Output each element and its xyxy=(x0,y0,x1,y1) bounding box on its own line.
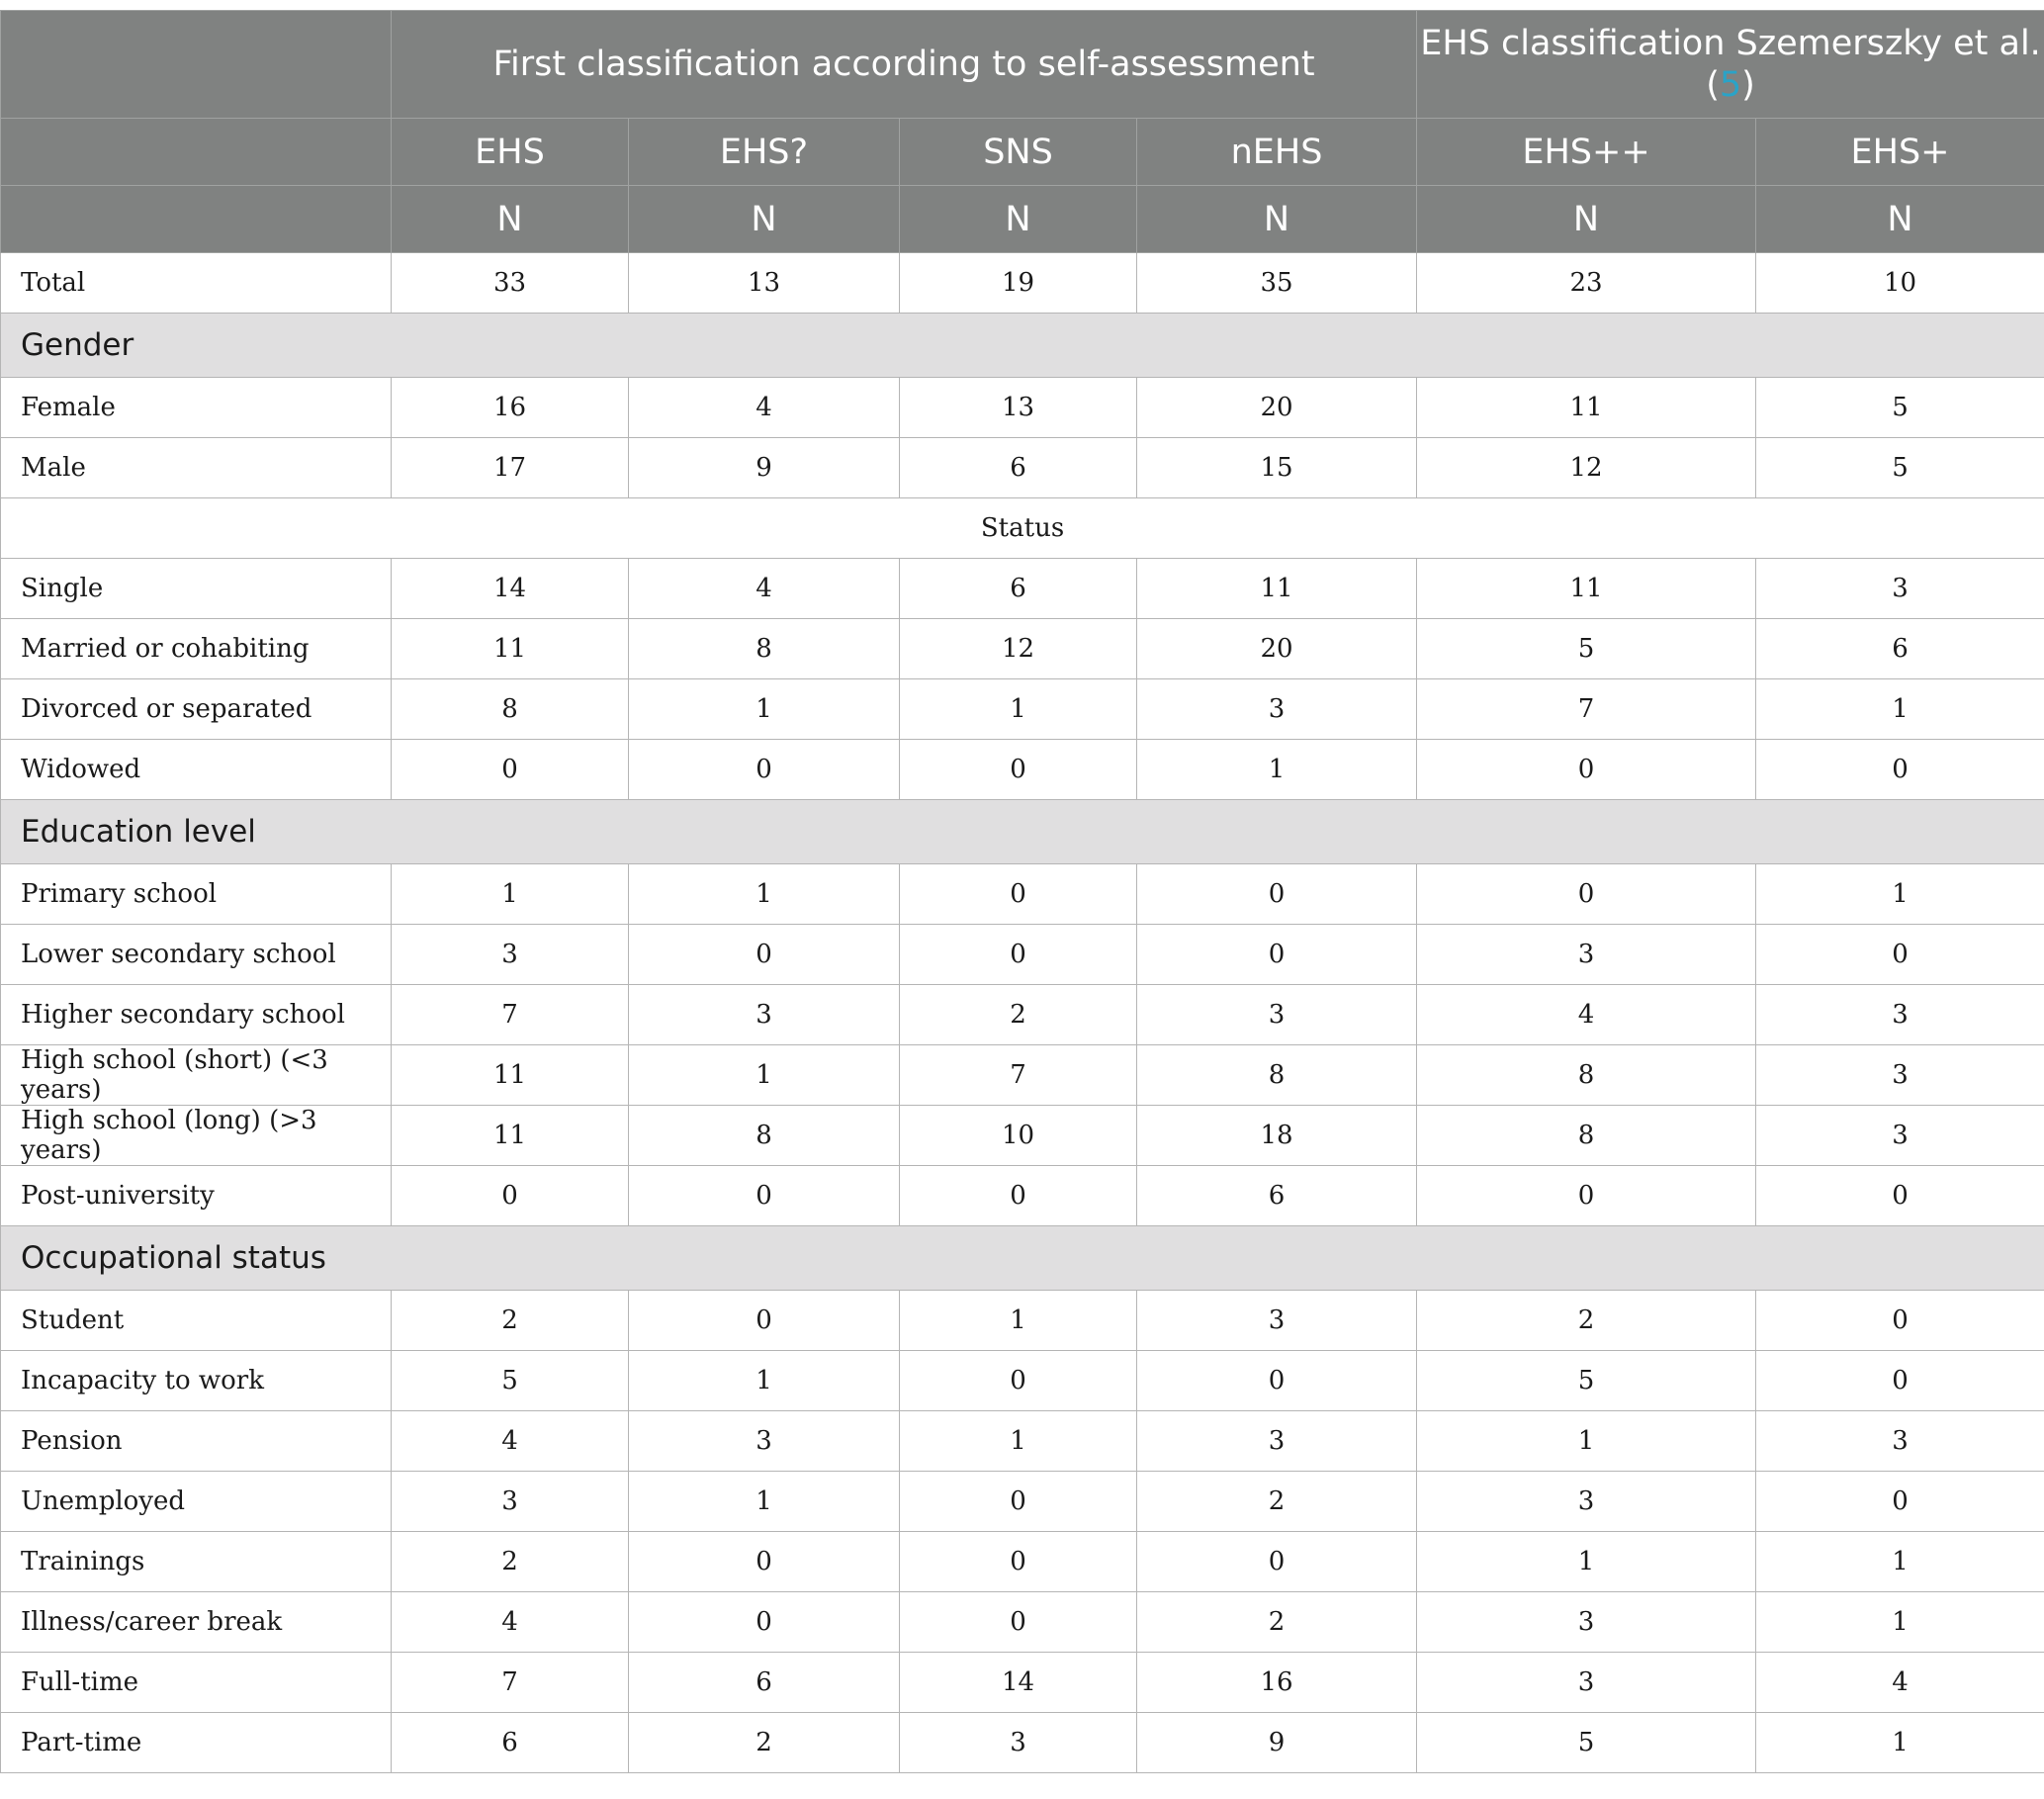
table-cell: 4 xyxy=(392,1411,629,1472)
table-cell: 14 xyxy=(900,1653,1137,1713)
table-cell: 1 xyxy=(1137,740,1417,800)
table-row xyxy=(1,1106,2044,1166)
table-cell: 20 xyxy=(1137,378,1417,438)
row-label: Divorced or separated xyxy=(1,679,392,740)
table-cell: 0 xyxy=(629,1532,900,1592)
table-cell: 6 xyxy=(629,1653,900,1713)
unit-header: N xyxy=(392,186,629,253)
table-cell: 4 xyxy=(629,378,900,438)
table-cell: 11 xyxy=(1137,559,1417,619)
table-cell: 3 xyxy=(1756,559,2044,619)
table-cell: 35 xyxy=(1137,253,1417,314)
table-cell: 3 xyxy=(392,925,629,985)
table-row xyxy=(1,559,2044,619)
table-cell: 6 xyxy=(1756,619,2044,679)
table-cell: 11 xyxy=(1417,378,1756,438)
row-label: Lower secondary school xyxy=(1,925,392,985)
table-cell: 2 xyxy=(392,1532,629,1592)
table-cell: 23 xyxy=(1417,253,1756,314)
table-cell: 8 xyxy=(1417,1045,1756,1106)
table-cell: 3 xyxy=(1137,985,1417,1045)
row-label: Incapacity to work xyxy=(1,1351,392,1411)
row-label: Married or cohabiting xyxy=(1,619,392,679)
row-label: Illness/career break xyxy=(1,1592,392,1653)
section-header-row xyxy=(1,314,2044,378)
table-cell: 1 xyxy=(1756,1592,2044,1653)
row-label: Female xyxy=(1,378,392,438)
table-cell: 6 xyxy=(900,438,1137,498)
table-cell: 19 xyxy=(900,253,1137,314)
table-cell: 4 xyxy=(1756,1653,2044,1713)
table-cell: 2 xyxy=(1137,1472,1417,1532)
table-cell: 7 xyxy=(900,1045,1137,1106)
table-row xyxy=(1,1472,2044,1532)
table-cell: 16 xyxy=(1137,1653,1417,1713)
header-row-groups xyxy=(1,11,2044,119)
column-header-ehs-question: EHS? xyxy=(629,119,900,186)
table-cell: 0 xyxy=(1137,925,1417,985)
header-group-self-assessment: First classification according to self-assessment xyxy=(392,11,1417,119)
table-cell: 0 xyxy=(900,1532,1137,1592)
table-cell: 0 xyxy=(629,925,900,985)
row-label: Total xyxy=(1,253,392,314)
table-row xyxy=(1,1351,2044,1411)
table-cell: 3 xyxy=(1756,1411,2044,1472)
table-cell: 0 xyxy=(900,740,1137,800)
table-cell: 0 xyxy=(900,864,1137,925)
table-cell: 0 xyxy=(1756,1351,2044,1411)
row-label: High school (long) (>3 years) xyxy=(1,1106,392,1166)
table-cell: 1 xyxy=(900,679,1137,740)
table-cell: 3 xyxy=(1417,1653,1756,1713)
table-cell: 0 xyxy=(1417,740,1756,800)
section-label: Education level xyxy=(1,800,2044,864)
row-label: Male xyxy=(1,438,392,498)
table-cell: 3 xyxy=(1417,1592,1756,1653)
header-row-units xyxy=(1,186,2044,253)
table-cell: 3 xyxy=(1137,1411,1417,1472)
table-cell: 4 xyxy=(629,559,900,619)
header-corner-cell xyxy=(1,119,392,186)
row-label: Full-time xyxy=(1,1653,392,1713)
table-row xyxy=(1,619,2044,679)
table-cell: 8 xyxy=(629,1106,900,1166)
table-cell: 0 xyxy=(392,1166,629,1226)
table-cell: 1 xyxy=(629,1351,900,1411)
table-cell: 0 xyxy=(1756,1291,2044,1351)
table-cell: 16 xyxy=(392,378,629,438)
table-cell: 10 xyxy=(1756,253,2044,314)
table-cell: 3 xyxy=(1137,679,1417,740)
unit-header: N xyxy=(1417,186,1756,253)
table-cell: 0 xyxy=(900,925,1137,985)
table-cell: 13 xyxy=(900,378,1137,438)
row-label: Student xyxy=(1,1291,392,1351)
table-cell: 0 xyxy=(629,1592,900,1653)
table-cell: 3 xyxy=(1756,1106,2044,1166)
table-row xyxy=(1,925,2044,985)
table-cell: 6 xyxy=(900,559,1137,619)
table-cell: 3 xyxy=(629,1411,900,1472)
table-cell: 1 xyxy=(629,1472,900,1532)
table-cell: 0 xyxy=(1417,864,1756,925)
table-cell: 8 xyxy=(392,679,629,740)
table-cell: 1 xyxy=(629,864,900,925)
header-corner-cell xyxy=(1,186,392,253)
table-cell: 2 xyxy=(1417,1291,1756,1351)
table-cell: 1 xyxy=(1756,1713,2044,1773)
column-header-ehs-plus: EHS+ xyxy=(1756,119,2044,186)
table-cell: 0 xyxy=(629,1166,900,1226)
table-row xyxy=(1,1045,2044,1106)
table-cell: 12 xyxy=(1417,438,1756,498)
row-label: Primary school xyxy=(1,864,392,925)
reference-link[interactable]: 5 xyxy=(1719,65,1742,105)
row-label: Pension xyxy=(1,1411,392,1472)
table-cell: 1 xyxy=(1417,1532,1756,1592)
table-cell: 0 xyxy=(1137,1351,1417,1411)
table-row xyxy=(1,1411,2044,1472)
unit-header: N xyxy=(900,186,1137,253)
table-cell: 17 xyxy=(392,438,629,498)
table-cell: 0 xyxy=(1756,740,2044,800)
table-cell: 1 xyxy=(1756,679,2044,740)
table-cell: 2 xyxy=(1137,1592,1417,1653)
table-cell: 7 xyxy=(1417,679,1756,740)
unit-header: N xyxy=(1137,186,1417,253)
table-cell: 1 xyxy=(900,1291,1137,1351)
table-cell: 3 xyxy=(1756,985,2044,1045)
table-cell: 2 xyxy=(629,1713,900,1773)
header-group-szemerszky-text: EHS classification Szemerszky et al. ( xyxy=(1420,24,2041,105)
table-cell: 3 xyxy=(1417,925,1756,985)
table-cell: 0 xyxy=(1756,1166,2044,1226)
section-header-row xyxy=(1,1226,2044,1291)
table-cell: 3 xyxy=(629,985,900,1045)
table-cell: 11 xyxy=(392,1045,629,1106)
table-header xyxy=(1,11,2044,253)
table-cell: 9 xyxy=(629,438,900,498)
table-cell: 6 xyxy=(1137,1166,1417,1226)
subsection-header-row xyxy=(1,498,2044,559)
table-cell: 2 xyxy=(900,985,1137,1045)
table-cell: 5 xyxy=(392,1351,629,1411)
table-cell: 2 xyxy=(392,1291,629,1351)
section-label: Gender xyxy=(1,314,2044,378)
demographics-table xyxy=(0,10,2044,1773)
table-cell: 0 xyxy=(900,1166,1137,1226)
table-cell: 0 xyxy=(1417,1166,1756,1226)
table-cell: 12 xyxy=(900,619,1137,679)
header-group-szemerszky xyxy=(1417,11,2044,119)
table-row xyxy=(1,864,2044,925)
table-cell: 7 xyxy=(392,1653,629,1713)
table-row xyxy=(1,1291,2044,1351)
table-row xyxy=(1,985,2044,1045)
header-corner-cell xyxy=(1,11,392,119)
row-label: Higher secondary school xyxy=(1,985,392,1045)
table-row xyxy=(1,253,2044,314)
subsection-label: Status xyxy=(1,498,2044,559)
table-cell: 5 xyxy=(1417,619,1756,679)
table-cell: 3 xyxy=(900,1713,1137,1773)
table-row xyxy=(1,378,2044,438)
section-header-row xyxy=(1,800,2044,864)
table-cell: 11 xyxy=(392,619,629,679)
table-row xyxy=(1,1166,2044,1226)
table-cell: 8 xyxy=(1137,1045,1417,1106)
table-cell: 1 xyxy=(629,679,900,740)
table-row xyxy=(1,438,2044,498)
row-label: Single xyxy=(1,559,392,619)
table-row xyxy=(1,1532,2044,1592)
table-cell: 4 xyxy=(1417,985,1756,1045)
table-cell: 15 xyxy=(1137,438,1417,498)
column-header-ehs: EHS xyxy=(392,119,629,186)
table-cell: 0 xyxy=(392,740,629,800)
table-cell: 1 xyxy=(392,864,629,925)
table-cell: 14 xyxy=(392,559,629,619)
table-cell: 5 xyxy=(1756,378,2044,438)
table-cell: 0 xyxy=(900,1351,1137,1411)
row-label: Widowed xyxy=(1,740,392,800)
column-header-ehs-plus-plus: EHS++ xyxy=(1417,119,1756,186)
row-label: Post-university xyxy=(1,1166,392,1226)
table-cell: 1 xyxy=(1756,864,2044,925)
table-cell: 1 xyxy=(629,1045,900,1106)
header-group-szemerszky-suffix: ) xyxy=(1741,65,1755,105)
table-cell: 10 xyxy=(900,1106,1137,1166)
table-cell: 3 xyxy=(1137,1291,1417,1351)
table-cell: 0 xyxy=(900,1472,1137,1532)
table-cell: 3 xyxy=(1756,1045,2044,1106)
table-cell: 0 xyxy=(900,1592,1137,1653)
unit-header: N xyxy=(629,186,900,253)
table-cell: 13 xyxy=(629,253,900,314)
table-row xyxy=(1,740,2044,800)
table-cell: 20 xyxy=(1137,619,1417,679)
table-cell: 3 xyxy=(1417,1472,1756,1532)
table-cell: 8 xyxy=(1417,1106,1756,1166)
table-row xyxy=(1,1653,2044,1713)
table-cell: 1 xyxy=(1756,1532,2044,1592)
table-cell: 0 xyxy=(1137,1532,1417,1592)
unit-header: N xyxy=(1756,186,2044,253)
table-cell: 5 xyxy=(1417,1351,1756,1411)
table-cell: 5 xyxy=(1756,438,2044,498)
table-cell: 5 xyxy=(1417,1713,1756,1773)
table-cell: 11 xyxy=(1417,559,1756,619)
row-label: Trainings xyxy=(1,1532,392,1592)
row-label: Part-time xyxy=(1,1713,392,1773)
row-label: High school (short) (<3 years) xyxy=(1,1045,392,1106)
table-cell: 8 xyxy=(629,619,900,679)
header-row-columns xyxy=(1,119,2044,186)
table-row xyxy=(1,1713,2044,1773)
table-cell: 0 xyxy=(629,1291,900,1351)
table-cell: 18 xyxy=(1137,1106,1417,1166)
table-cell: 1 xyxy=(900,1411,1137,1472)
column-header-sns: SNS xyxy=(900,119,1137,186)
table-cell: 6 xyxy=(392,1713,629,1773)
table-cell: 0 xyxy=(1137,864,1417,925)
table-cell: 11 xyxy=(392,1106,629,1166)
row-label: Unemployed xyxy=(1,1472,392,1532)
table-body xyxy=(1,253,2044,1773)
table-cell: 0 xyxy=(1756,1472,2044,1532)
table-cell: 7 xyxy=(392,985,629,1045)
table-cell: 0 xyxy=(1756,925,2044,985)
table-cell: 9 xyxy=(1137,1713,1417,1773)
section-label: Occupational status xyxy=(1,1226,2044,1291)
table-cell: 33 xyxy=(392,253,629,314)
table-cell: 3 xyxy=(392,1472,629,1532)
table-cell: 0 xyxy=(629,740,900,800)
table-row xyxy=(1,679,2044,740)
table-cell: 1 xyxy=(1417,1411,1756,1472)
column-header-nehs: nEHS xyxy=(1137,119,1417,186)
table-row xyxy=(1,1592,2044,1653)
table-cell: 4 xyxy=(392,1592,629,1653)
